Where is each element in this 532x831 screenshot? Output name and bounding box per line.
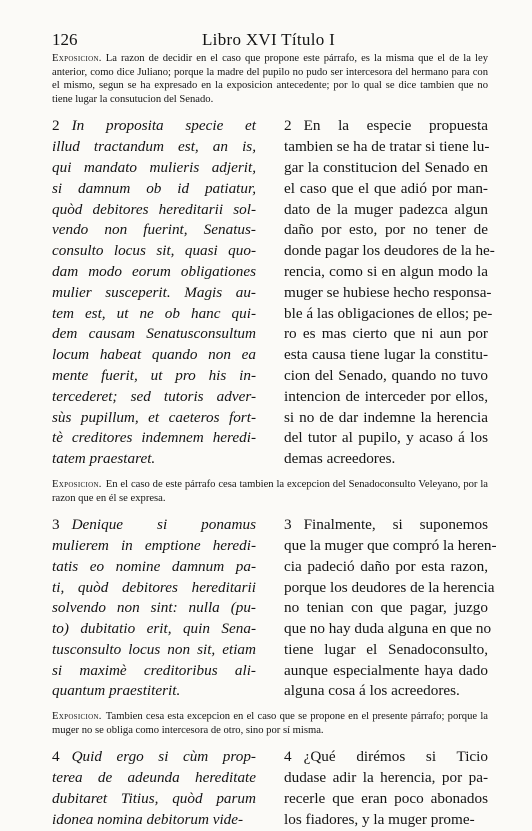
spanish-text: que no hay duda alguna en que no: [284, 620, 492, 638]
spanish-text: tambien se ha de tratar si tiene lu-: [284, 138, 490, 156]
spanish-text: muger se hubiese hecho responsa-: [284, 283, 492, 301]
paragraph-number: 4: [52, 748, 60, 766]
latin-line: [52, 408, 256, 429]
spanish-text: demas acreedores.: [284, 450, 396, 468]
running-title: Libro XVI Título I: [202, 30, 336, 49]
latin-text: qui mandato mulieris adjerit,: [52, 158, 256, 176]
spanish-line: [284, 536, 497, 557]
latin-text: mulierem in emptione heredi-: [52, 536, 256, 554]
spanish-line: [284, 681, 488, 702]
spanish-line: [284, 810, 488, 831]
latin-line: [52, 661, 256, 682]
spanish-text: cion del Senado, quando no tuvo: [284, 366, 488, 384]
spanish-line: [284, 283, 492, 304]
spanish-text: En la especie propuesta: [303, 117, 488, 135]
latin-text: Quid ergo si cùm prop-: [71, 748, 256, 766]
latin-text: tem est, ut ne ob hanc qui-: [52, 304, 256, 322]
spanish-text: Finalmente, si suponemos: [303, 516, 488, 534]
spanish-line: [284, 179, 488, 200]
latin-text: sùs pupillum, et caeteros fort-: [52, 408, 256, 426]
parallel-columns: [52, 747, 488, 830]
latin-line: [52, 557, 256, 578]
page-header: [52, 30, 488, 52]
latin-line: [52, 619, 256, 640]
spanish-line: [284, 747, 488, 768]
spanish-text: que la muger que compró la heren-: [284, 536, 497, 554]
latin-line: [52, 241, 256, 262]
spanish-text: el caso que el que adió por man-: [284, 179, 488, 197]
spanish-line: [284, 200, 488, 221]
spanish-line: [284, 220, 488, 241]
latin-line: [52, 137, 256, 158]
exposicion-note: [52, 52, 488, 106]
exposicion-text: En el caso de este párrafo cesa tambien la excepcion del Senadoconsulto Veleyano, por la razon que en él se expresa.: [52, 478, 488, 504]
paragraph-number: 3: [284, 516, 292, 534]
latin-line: [52, 179, 256, 200]
latin-line: [52, 220, 256, 241]
latin-text: dubitaret Titius, quòd parum: [52, 790, 256, 808]
exposicion-text: La razon de decidir en el caso que propone este párrafo, es la misma que el de la ley anterior, como dice Juliano; porque la madre del pupilo no pudo ser intercesora del hermano para con el mismo, segun se ha expresado en la exposicion antecedente; por lo qual se dice tambien que no tiene lugar la consutucion del Senado.: [52, 53, 488, 105]
spanish-text: dato de la muger padezca algun: [284, 200, 488, 218]
latin-text: Denique si ponamus: [71, 516, 256, 534]
latin-text: mulier susceperit. Magis au-: [52, 283, 256, 301]
spanish-text: donde pagar los deudores de la he-: [284, 242, 495, 260]
exposicion-note: [52, 710, 488, 737]
spanish-line: [284, 345, 488, 366]
spanish-line: [284, 137, 488, 158]
spanish-text: ¿Qué dirémos si Ticio: [303, 748, 488, 766]
section-2: [52, 52, 495, 470]
spanish-text: dudase adir la herencia, por pa-: [284, 769, 488, 787]
latin-text: vendo non fuerint, Senatus-: [52, 221, 256, 239]
spanish-text: los fiadores, y la muger prome-: [284, 810, 475, 828]
page-body: [52, 52, 497, 831]
latin-text: ti, quòd debitores hereditarii: [52, 578, 256, 596]
latin-line: [52, 428, 256, 449]
spanish-line: [284, 366, 488, 387]
latin-line: [52, 304, 256, 325]
latin-text: illud tractandum est, an is,: [52, 138, 256, 156]
latin-text: quantum praestiterit.: [52, 682, 181, 700]
latin-text: idonea nomina debitorum vide-: [52, 810, 244, 828]
spanish-text: daño por esto, por no tener de: [284, 221, 488, 239]
spanish-text: aunque especialmente haya dado: [284, 661, 488, 679]
spanish-line: [284, 789, 488, 810]
spanish-line: [284, 304, 493, 325]
latin-text: tusconsulto locus non sit, etiam: [52, 640, 256, 658]
paragraph-number: 3: [52, 516, 60, 534]
latin-line: [52, 768, 256, 789]
latin-text: to) dubitatio erit, quin Sena-: [52, 620, 256, 638]
latin-text: tatem praestaret.: [52, 450, 156, 468]
spanish-line: [284, 158, 488, 179]
latin-text: terea de adeunda hereditate: [52, 769, 256, 787]
spanish-line: [284, 116, 488, 137]
exposicion-label: Exposicion.: [52, 478, 102, 490]
latin-text: mente fuerit, ut pro his in-: [52, 366, 256, 384]
spanish-line: [284, 408, 488, 429]
spanish-text: del tutor al pupilo, y acaso á los: [284, 429, 488, 447]
spanish-text: tiene lugar el Senadoconsulto,: [284, 640, 488, 658]
spanish-line: [284, 598, 488, 619]
latin-line: [52, 536, 256, 557]
exposicion-label: Exposicion.: [52, 53, 102, 64]
latin-line: [52, 640, 256, 661]
latin-text: locum habeat quando non ea: [52, 346, 256, 364]
section-4: [52, 702, 488, 830]
latin-column: [52, 515, 256, 702]
latin-line: [52, 810, 256, 831]
latin-line: [52, 345, 256, 366]
latin-line: [52, 324, 256, 345]
paragraph-number: 2: [52, 117, 60, 135]
latin-text: si damnum ob id patiatur,: [52, 179, 256, 197]
spanish-line: [284, 324, 488, 345]
latin-line: [52, 116, 256, 137]
latin-text: si maximè creditoribus ali-: [52, 661, 256, 679]
exposicion-text: Tambien cesa esta excepcion en el caso que se propone en el presente párrafo; porque la muger no se obliga como intercesora de otro, sino por sí misma.: [52, 711, 488, 736]
spanish-text: no tenian con que pagar, juzgo: [284, 599, 488, 617]
page: [52, 30, 497, 831]
latin-line: [52, 387, 256, 408]
spanish-line: [284, 768, 488, 789]
spanish-text: ble á las obligaciones de ellos; pe-: [284, 304, 493, 322]
spanish-line: [284, 449, 488, 470]
latin-text: consulto locus sit, quasi quo-: [52, 242, 256, 260]
latin-line: [52, 449, 256, 470]
spanish-line: [284, 661, 488, 682]
latin-line: [52, 598, 256, 619]
latin-text: tercederet; sed tutoris adver-: [52, 387, 256, 405]
latin-text: quòd debitores hereditarii sol-: [52, 200, 256, 218]
latin-text: dam modo eorum obligationes: [52, 262, 256, 280]
latin-line: [52, 283, 256, 304]
spanish-line: [284, 515, 488, 536]
exposicion-label: Exposicion.: [52, 711, 102, 723]
spanish-text: cia padeció daño por esta razon,: [284, 557, 488, 575]
spanish-line: [284, 241, 495, 262]
paragraph-number: 2: [284, 117, 292, 135]
spanish-text: gar la constitucion del Senado en: [284, 158, 488, 176]
spanish-text: esta causa tiene lugar la constitu-: [284, 346, 488, 364]
spanish-line: [284, 619, 492, 640]
latin-text: dem causam Senatusconsultum: [52, 325, 256, 343]
page-number: 126: [52, 30, 78, 49]
latin-column: [52, 116, 256, 470]
parallel-columns: [52, 515, 497, 702]
latin-text: solvendo non sint: nulla (pu-: [52, 599, 256, 617]
spanish-column: [284, 116, 495, 470]
latin-line: [52, 366, 256, 387]
spanish-column: [284, 515, 497, 702]
exposicion-note: [52, 478, 488, 505]
latin-line: [52, 200, 256, 221]
latin-line: [52, 681, 256, 702]
spanish-text: alguna cosa á los acreedores.: [284, 682, 460, 700]
spanish-text: intencion de interceder por ellos,: [284, 387, 488, 405]
spanish-text: porque los deudores de la herencia: [284, 578, 495, 596]
spanish-text: si no de dar indemne la herencia: [284, 408, 488, 426]
latin-text: tè creditores indemnem heredi-: [52, 429, 256, 447]
spanish-line: [284, 578, 495, 599]
spanish-line: [284, 387, 488, 408]
latin-text: tatis eo nomine damnum pa-: [52, 557, 256, 575]
paragraph-number: 4: [284, 748, 292, 766]
latin-column: [52, 747, 256, 830]
latin-text: In proposita specie et: [71, 117, 256, 135]
spanish-line: [284, 428, 488, 449]
latin-line: [52, 158, 256, 179]
latin-line: [52, 262, 256, 283]
latin-line: [52, 747, 256, 768]
latin-line: [52, 515, 256, 536]
spanish-line: [284, 262, 488, 283]
section-3: [52, 470, 497, 702]
spanish-text: ro es mas cierto que ni aun por: [284, 325, 488, 343]
spanish-line: [284, 557, 488, 578]
spanish-column: [284, 747, 488, 830]
spanish-line: [284, 640, 488, 661]
latin-line: [52, 578, 256, 599]
spanish-text: recerle que eran poco abonados: [284, 790, 488, 808]
latin-line: [52, 789, 256, 810]
parallel-columns: [52, 116, 495, 470]
spanish-text: rencia, como si en algun modo la: [284, 262, 488, 280]
